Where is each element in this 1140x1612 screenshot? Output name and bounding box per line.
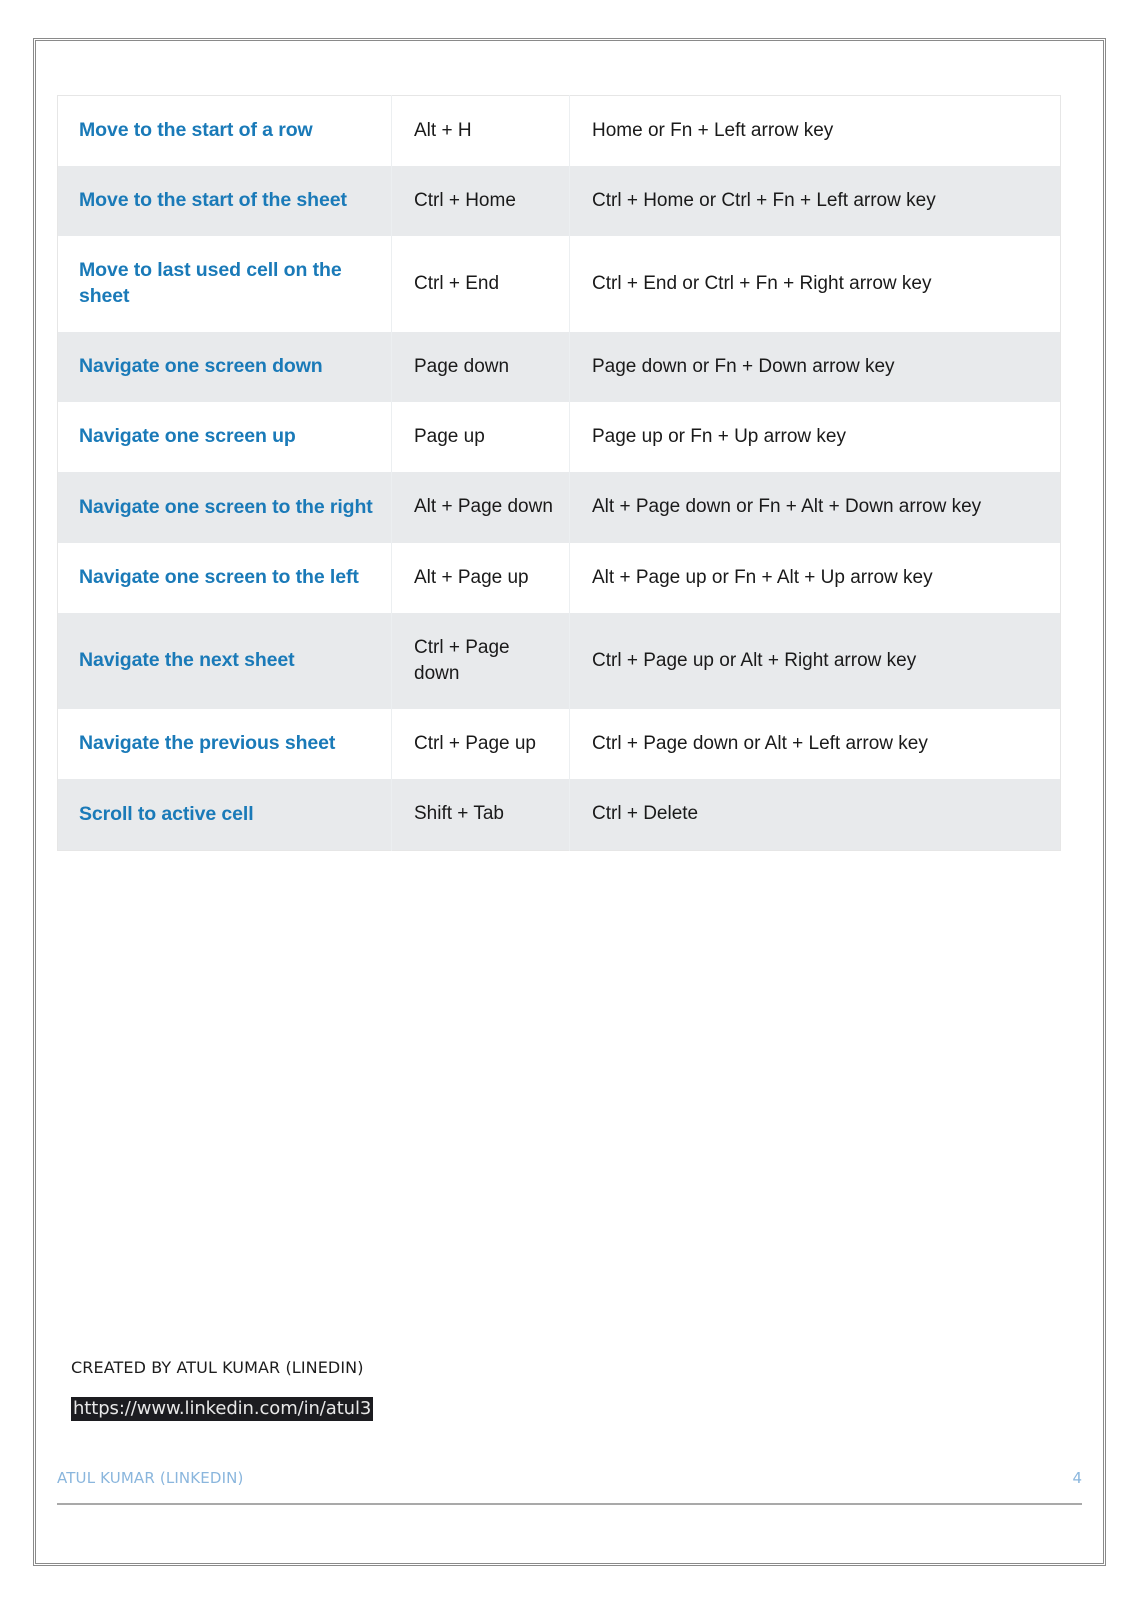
shortcut-action-label: Scroll to active cell (58, 779, 392, 850)
shortcut-mac-keys: Page down or Fn + Down arrow key (570, 332, 1061, 402)
shortcut-mac-keys: Ctrl + End or Ctrl + Fn + Right arrow key (570, 236, 1061, 331)
attribution-block (71, 1358, 971, 1421)
shortcut-windows-keys: Alt + Page down (392, 472, 570, 542)
footer-author-label: ATUL KUMAR (LINKEDIN) (57, 1469, 244, 1487)
shortcut-windows-keys: Ctrl + Home (392, 166, 570, 236)
shortcut-action-label: Navigate the next sheet (58, 613, 392, 709)
table-body (58, 96, 1061, 851)
table-row (58, 709, 1061, 779)
shortcut-windows-keys: Page up (392, 402, 570, 472)
shortcut-action-label: Navigate one screen up (58, 402, 392, 472)
shortcut-action-label: Navigate one screen to the left (58, 543, 392, 613)
shortcut-mac-keys: Ctrl + Delete (570, 779, 1061, 850)
shortcut-windows-keys: Ctrl + End (392, 236, 570, 331)
table-row (58, 543, 1061, 613)
shortcut-action-label: Navigate one screen to the right (58, 472, 392, 542)
shortcut-windows-keys: Ctrl + Page up (392, 709, 570, 779)
shortcut-mac-keys: Home or Fn + Left arrow key (570, 96, 1061, 167)
table-row (58, 779, 1061, 850)
table-row (58, 332, 1061, 402)
shortcut-mac-keys: Alt + Page up or Fn + Alt + Up arrow key (570, 543, 1061, 613)
table-row (58, 96, 1061, 167)
page-footer (57, 1469, 1082, 1505)
shortcut-action-label: Move to last used cell on the sheet (58, 236, 392, 331)
shortcut-action-label: Navigate the previous sheet (58, 709, 392, 779)
shortcut-action-label: Move to the start of a row (58, 96, 392, 167)
shortcut-windows-keys: Shift + Tab (392, 779, 570, 850)
footer-page-number: 4 (1072, 1469, 1082, 1487)
shortcut-mac-keys: Ctrl + Home or Ctrl + Fn + Left arrow key (570, 166, 1061, 236)
table-row (58, 236, 1061, 331)
linkedin-profile-url[interactable]: https://www.linkedin.com/in/atul3 (73, 1398, 372, 1419)
footer-inner (57, 1469, 1082, 1487)
keyboard-shortcuts-table (57, 95, 1061, 851)
table-row (58, 166, 1061, 236)
table-row (58, 402, 1061, 472)
document-page (33, 38, 1106, 1566)
shortcut-windows-keys: Page down (392, 332, 570, 402)
shortcut-windows-keys: Alt + Page up (392, 543, 570, 613)
shortcut-windows-keys: Ctrl + Page down (392, 613, 570, 709)
page-content-area (36, 41, 1103, 1563)
shortcut-windows-keys: Alt + H (392, 96, 570, 167)
shortcut-action-label: Move to the start of the sheet (58, 166, 392, 236)
table-row (58, 613, 1061, 709)
shortcut-mac-keys: Ctrl + Page down or Alt + Left arrow key (570, 709, 1061, 779)
shortcut-mac-keys: Alt + Page down or Fn + Alt + Down arrow key (570, 472, 1061, 542)
shortcut-action-label: Navigate one screen down (58, 332, 392, 402)
table-row (58, 472, 1061, 542)
shortcut-mac-keys: Page up or Fn + Up arrow key (570, 402, 1061, 472)
shortcut-mac-keys: Ctrl + Page up or Alt + Right arrow key (570, 613, 1061, 709)
created-by-text: CREATED BY ATUL KUMAR (LINEDIN) (71, 1358, 364, 1377)
